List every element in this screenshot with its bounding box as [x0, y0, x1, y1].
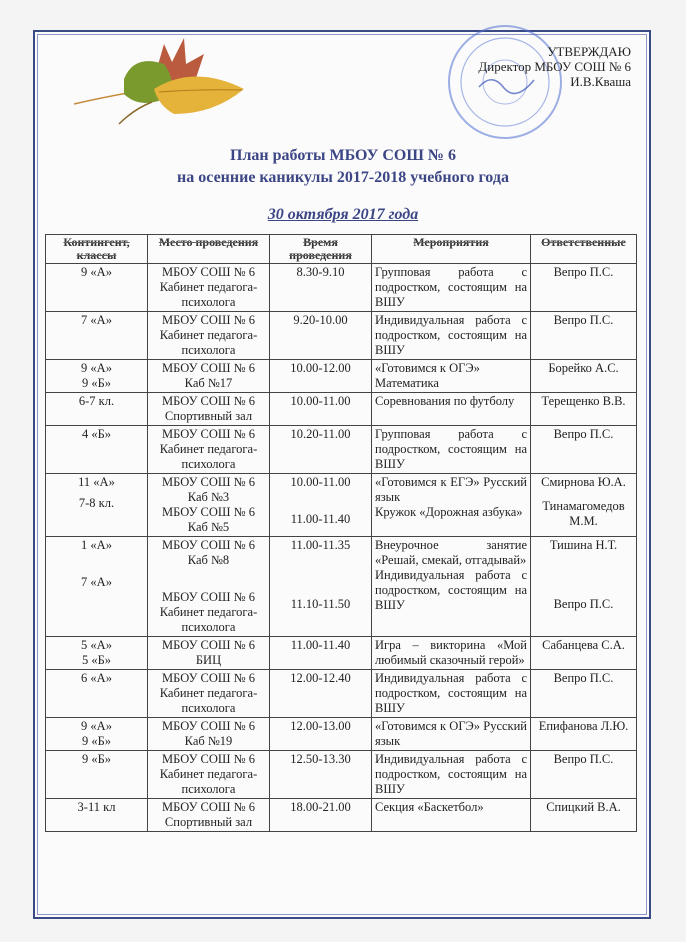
place-text: МБОУ СОШ № 6 Каб №5 — [162, 505, 255, 534]
class-cell — [46, 537, 148, 637]
place-cell — [148, 393, 270, 426]
place-text: МБОУ СОШ № 6 Каб №3 — [162, 475, 255, 504]
event-text: Индивидуальная работа с подростком, состоящим на ВШУ — [375, 752, 527, 796]
class-cell — [46, 360, 148, 393]
event-cell — [372, 718, 531, 751]
place-text: МБОУ СОШ № 6 Кабинет педагога-психолога — [159, 313, 258, 357]
place-text: МБОУ СОШ № 6 Кабинет педагога-психолога — [159, 590, 258, 634]
time-cell — [270, 312, 372, 360]
class-text: 5 «А» — [81, 638, 112, 652]
event-cell — [372, 751, 531, 799]
class-cell — [46, 312, 148, 360]
table-row — [46, 718, 637, 751]
event-text: Индивидуальная работа с подростком, состоящим на ВШУ — [375, 568, 527, 612]
class-cell — [46, 264, 148, 312]
event-cell — [372, 670, 531, 718]
class-cell — [46, 751, 148, 799]
table-row — [46, 360, 637, 393]
place-cell — [148, 718, 270, 751]
header-responsible: Ответственные — [531, 235, 637, 264]
place-text: МБОУ СОШ № 6 Кабинет педагога-психолога — [159, 752, 258, 796]
time-cell — [270, 637, 372, 670]
place-cell — [148, 474, 270, 537]
event-cell — [372, 426, 531, 474]
class-cell — [46, 474, 148, 537]
table-row — [46, 751, 637, 799]
class-text: 9 «Б» — [81, 752, 112, 766]
table-row — [46, 474, 637, 537]
table-row — [46, 799, 637, 832]
event-text: «Готовимся к ЕГЭ» Русский язык — [375, 475, 527, 504]
responsible-cell — [531, 670, 637, 718]
event-text: Индивидуальная работа с подростком, состоящим на ВШУ — [375, 313, 527, 357]
table-row — [46, 670, 637, 718]
time-text: 9.20-10.00 — [293, 313, 348, 327]
time-text: 18.00-21.00 — [290, 800, 351, 814]
class-text: 9 «Б» — [81, 734, 112, 748]
time-text: 10.00-11.00 — [290, 394, 351, 408]
responsible-cell — [531, 426, 637, 474]
responsible-cell — [531, 264, 637, 312]
time-cell — [270, 799, 372, 832]
class-text: 9 «А» — [81, 719, 112, 733]
responsible-cell — [531, 393, 637, 426]
time-text: 11.10-11.50 — [290, 597, 351, 611]
table-row — [46, 637, 637, 670]
table-row — [46, 312, 637, 360]
responsible-cell — [531, 537, 637, 637]
class-text: 7 «А» — [81, 575, 112, 589]
approval-title: УТВЕРЖДАЮ — [547, 44, 631, 59]
class-text: 6 «А» — [81, 671, 112, 685]
time-text: 11.00-11.40 — [290, 512, 351, 526]
responsible-cell — [531, 751, 637, 799]
time-text: 10.00-11.00 — [290, 475, 351, 489]
event-cell — [372, 474, 531, 537]
event-text: Соревнования по футболу — [375, 394, 515, 408]
event-cell — [372, 799, 531, 832]
time-cell — [270, 751, 372, 799]
document-title: План работы МБОУ СОШ № 6 — [230, 147, 456, 164]
responsible-text: Спицкий В.А. — [546, 800, 621, 814]
time-text: 12.00-12.40 — [290, 671, 351, 685]
approval-block — [478, 44, 631, 89]
time-cell — [270, 474, 372, 537]
table-row — [46, 264, 637, 312]
class-text: 9 «Б» — [81, 376, 112, 390]
class-text: 5 «Б» — [81, 653, 112, 667]
document-date: 30 октября 2017 года — [267, 206, 419, 223]
class-text: 7-8 кл. — [78, 496, 115, 510]
time-cell — [270, 264, 372, 312]
document-subtitle: на осенние каникулы 2017-2018 учебного года — [177, 169, 509, 186]
place-text: МБОУ СОШ № 6 Кабинет педагога-психолога — [159, 671, 258, 715]
time-text: 12.00-13.00 — [290, 719, 351, 733]
approval-signer: И.В.Кваша — [570, 74, 631, 89]
class-text: 11 «А» — [78, 475, 115, 489]
event-cell — [372, 264, 531, 312]
event-text: «Готовимся к ОГЭ» Русский язык — [375, 719, 527, 748]
header-class: Контингент, классы — [46, 235, 148, 264]
place-text: МБОУ СОШ № 6 — [162, 361, 255, 375]
table-header-row — [46, 235, 637, 264]
responsible-text: Епифанова Л.Ю. — [538, 719, 629, 733]
event-cell — [372, 393, 531, 426]
responsible-text: Вепро П.С. — [553, 597, 614, 611]
place-cell — [148, 426, 270, 474]
place-text: МБОУ СОШ № 6 Спортивный зал — [162, 800, 255, 829]
event-cell — [372, 360, 531, 393]
place-text: МБОУ СОШ № 6 Каб №8 — [162, 538, 255, 567]
place-text: МБОУ СОШ № 6 БИЦ — [162, 638, 255, 667]
event-cell — [372, 537, 531, 637]
place-cell — [148, 537, 270, 637]
class-text: 7 «А» — [81, 313, 112, 327]
event-text: Внеурочное занятие «Решай, смекай, отгадывай» — [375, 538, 527, 567]
place-text: МБОУ СОШ № 6 Каб №19 — [162, 719, 255, 748]
event-text: Групповая работа с подростком, состоящим на ВШУ — [375, 427, 527, 471]
place-text: МБОУ СОШ № 6 Спортивный зал — [162, 394, 255, 423]
header-time: Время проведения — [270, 235, 372, 264]
class-cell — [46, 670, 148, 718]
table-row — [46, 537, 637, 637]
header-event: Мероприятия — [372, 235, 531, 264]
table-row — [46, 393, 637, 426]
time-text: 8.30-9.10 — [296, 265, 345, 279]
responsible-text: Сабанцева С.А. — [542, 638, 625, 652]
responsible-text: Борейко А.С. — [548, 361, 619, 375]
place-cell — [148, 670, 270, 718]
place-cell — [148, 312, 270, 360]
place-cell — [148, 751, 270, 799]
responsible-text: Тишина Н.Т. — [549, 538, 618, 552]
responsible-text: Вепро П.С. — [553, 265, 614, 279]
event-text: Групповая работа с подростком, состоящим на ВШУ — [375, 265, 527, 309]
autumn-leaves-icon — [64, 34, 254, 134]
responsible-cell — [531, 360, 637, 393]
time-text: 10.20-11.00 — [290, 427, 351, 441]
event-text: Математика — [375, 376, 439, 390]
event-text: Кружок «Дорожная азбука» — [375, 505, 523, 519]
class-text: 1 «А» — [81, 538, 112, 552]
time-text: 10.00-12.00 — [290, 361, 351, 375]
time-text: 11.00-11.35 — [290, 538, 351, 552]
time-cell — [270, 537, 372, 637]
responsible-text: Вепро П.С. — [553, 752, 614, 766]
event-text: «Готовимся к ОГЭ» — [375, 361, 480, 375]
time-cell — [270, 360, 372, 393]
time-text: 12.50-13.30 — [290, 752, 351, 766]
class-text: 4 «Б» — [81, 427, 112, 441]
responsible-text: Вепро П.С. — [553, 671, 614, 685]
responsible-text: Вепро П.С. — [553, 427, 614, 441]
table-row — [46, 426, 637, 474]
schedule-table — [45, 234, 637, 832]
place-cell — [148, 264, 270, 312]
place-cell — [148, 360, 270, 393]
class-cell — [46, 799, 148, 832]
responsible-cell — [531, 312, 637, 360]
class-text: 9 «А» — [81, 361, 112, 375]
time-cell — [270, 670, 372, 718]
event-text: Индивидуальная работа с подростком, состоящим на ВШУ — [375, 671, 527, 715]
place-text: Каб №17 — [184, 376, 233, 390]
class-cell — [46, 637, 148, 670]
time-cell — [270, 393, 372, 426]
time-cell — [270, 718, 372, 751]
responsible-text: Вепро П.С. — [553, 313, 614, 327]
responsible-text: Терещенко В.В. — [541, 394, 626, 408]
class-cell — [46, 718, 148, 751]
class-text: 6-7 кл. — [78, 394, 115, 408]
responsible-cell — [531, 637, 637, 670]
responsible-cell — [531, 718, 637, 751]
approval-position: Директор МБОУ СОШ № 6 — [478, 59, 631, 74]
event-text: Игра – викторина «Мой любимый сказочный герой» — [375, 638, 527, 667]
time-cell — [270, 426, 372, 474]
event-cell — [372, 637, 531, 670]
event-text: Секция «Баскетбол» — [375, 800, 484, 814]
event-cell — [372, 312, 531, 360]
class-cell — [46, 426, 148, 474]
responsible-cell — [531, 474, 637, 537]
place-text: МБОУ СОШ № 6 Кабинет педагога-психолога — [159, 265, 258, 309]
header-place: Место проведения — [148, 235, 270, 264]
responsible-text: Смирнова Ю.А. — [541, 475, 626, 489]
class-cell — [46, 393, 148, 426]
responsible-cell — [531, 799, 637, 832]
place-text: МБОУ СОШ № 6 Кабинет педагога-психолога — [159, 427, 258, 471]
place-cell — [148, 799, 270, 832]
responsible-text: Тинамагомедов М.М. — [542, 499, 625, 528]
class-text: 3-11 кл — [77, 800, 116, 814]
class-text: 9 «А» — [81, 265, 112, 279]
time-text: 11.00-11.40 — [290, 638, 351, 652]
place-cell — [148, 637, 270, 670]
